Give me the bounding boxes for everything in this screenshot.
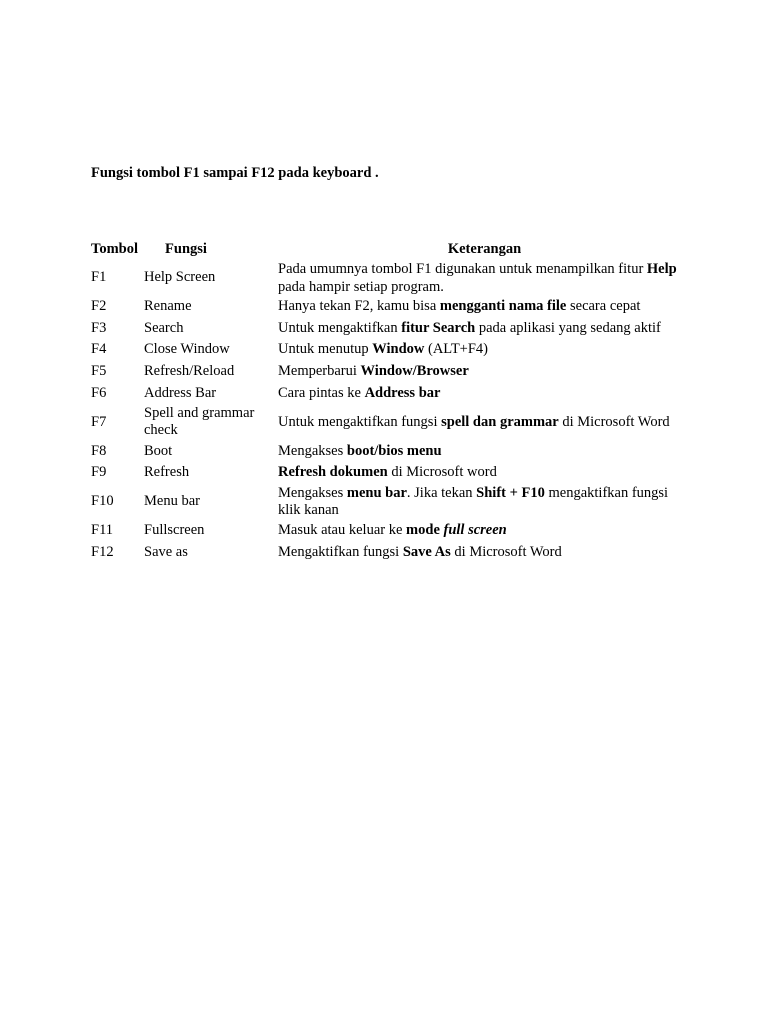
description-cell: [278, 383, 691, 405]
description-text: full screen: [443, 521, 507, 538]
table-row: [91, 404, 691, 440]
description-text: Untuk menutup: [278, 341, 373, 358]
header-description: Keterangan: [447, 241, 522, 257]
description-text: mengganti nama file: [439, 298, 567, 315]
description-text: pada aplikasi yang sedang aktif: [475, 319, 661, 336]
table-row: [91, 260, 691, 296]
description-cell: [278, 318, 691, 340]
header-key: Tombol: [91, 241, 139, 257]
description-text: Window: [372, 341, 425, 358]
function-key-table: [91, 238, 691, 563]
description-text: di Microsoft Word: [450, 543, 562, 560]
key-cell: F11: [91, 521, 114, 538]
function-cell: Help Screen: [144, 269, 216, 286]
description-text: Refresh dokumen: [278, 464, 388, 481]
key-cell: F1: [91, 269, 107, 286]
key-cell: F3: [91, 319, 107, 336]
description-text: (ALT+F4): [424, 341, 489, 358]
table-header-row: [91, 238, 691, 260]
description-text: Untuk mengaktifkan fungsi: [278, 414, 442, 431]
description-text: mode: [406, 521, 444, 538]
description-text: . Jika tekan: [406, 484, 477, 501]
description-text: Mengakses: [278, 442, 347, 459]
key-cell: F6: [91, 384, 107, 401]
function-cell: Boot: [144, 442, 173, 459]
description-text: Mengaktifkan fungsi: [278, 543, 403, 560]
table-row: [91, 542, 691, 564]
description-cell: [278, 520, 691, 542]
description-cell: [278, 296, 691, 318]
function-cell: Refresh/Reload: [144, 363, 235, 380]
description-text: Address bar: [364, 384, 441, 401]
description-text: boot/bios menu: [346, 442, 442, 459]
function-cell: Save as: [144, 543, 188, 560]
description-text: Pada umumnya tombol F1 digunakan untuk menampilkan fitur: [278, 261, 647, 277]
table-row: [91, 361, 691, 383]
function-cell: Spell and grammar check: [144, 404, 255, 439]
description-text: Save As: [402, 543, 451, 560]
description-cell: [278, 542, 691, 564]
function-cell: Close Window: [144, 341, 230, 358]
description-text: menu bar: [346, 484, 407, 501]
description-text: Memperbarui: [278, 363, 361, 380]
description-text: mengaktifkan fungsi klik kanan: [278, 484, 669, 519]
description-cell: [278, 260, 691, 296]
function-cell: Search: [144, 319, 184, 336]
description-text: pada hampir setiap program.: [278, 278, 444, 295]
description-cell: [278, 462, 691, 484]
function-cell: Rename: [144, 298, 192, 315]
key-cell: F4: [91, 341, 107, 358]
function-cell: Menu bar: [144, 493, 200, 510]
table-row: [91, 484, 691, 520]
description-cell: [278, 339, 691, 361]
table-row: [91, 462, 691, 484]
table-row: [91, 520, 691, 542]
description-cell: [278, 440, 691, 462]
description-text: Hanya tekan F2, kamu bisa: [278, 298, 440, 315]
function-cell: Fullscreen: [144, 521, 205, 538]
table-row: [91, 296, 691, 318]
description-text: Mengakses: [278, 484, 347, 501]
description-text: di Microsoft word: [387, 464, 497, 481]
description-text: Masuk atau keluar ke: [278, 521, 407, 538]
description-text: fitur Search: [401, 319, 476, 336]
description-text: Window/Browser: [360, 363, 469, 380]
description-text: spell dan grammar: [441, 414, 559, 431]
table-row: [91, 383, 691, 405]
description-text: Cara pintas ke: [278, 384, 365, 401]
table-row: [91, 440, 691, 462]
function-cell: Address Bar: [144, 384, 217, 401]
key-cell: F10: [91, 493, 114, 510]
key-cell: F9: [91, 464, 107, 481]
table-row: [91, 318, 691, 340]
key-cell: F5: [91, 363, 107, 380]
description-text: Help: [646, 261, 677, 277]
function-cell: Refresh: [144, 464, 190, 481]
table-row: [91, 339, 691, 361]
description-cell: [278, 484, 691, 520]
key-cell: F7: [91, 413, 107, 430]
description-text: secara cepat: [566, 298, 641, 315]
description-text: Untuk mengaktifkan: [278, 319, 402, 336]
document-title: Fungsi tombol F1 sampai F12 pada keyboard .: [91, 165, 379, 181]
description-text: di Microsoft Word: [558, 414, 670, 431]
header-function: Fungsi: [165, 241, 207, 257]
description-text: Shift + F10: [476, 484, 545, 501]
description-cell: [278, 361, 691, 383]
key-cell: F12: [91, 543, 114, 560]
description-cell: [278, 404, 691, 440]
key-cell: F2: [91, 298, 107, 315]
key-cell: F8: [91, 442, 107, 459]
